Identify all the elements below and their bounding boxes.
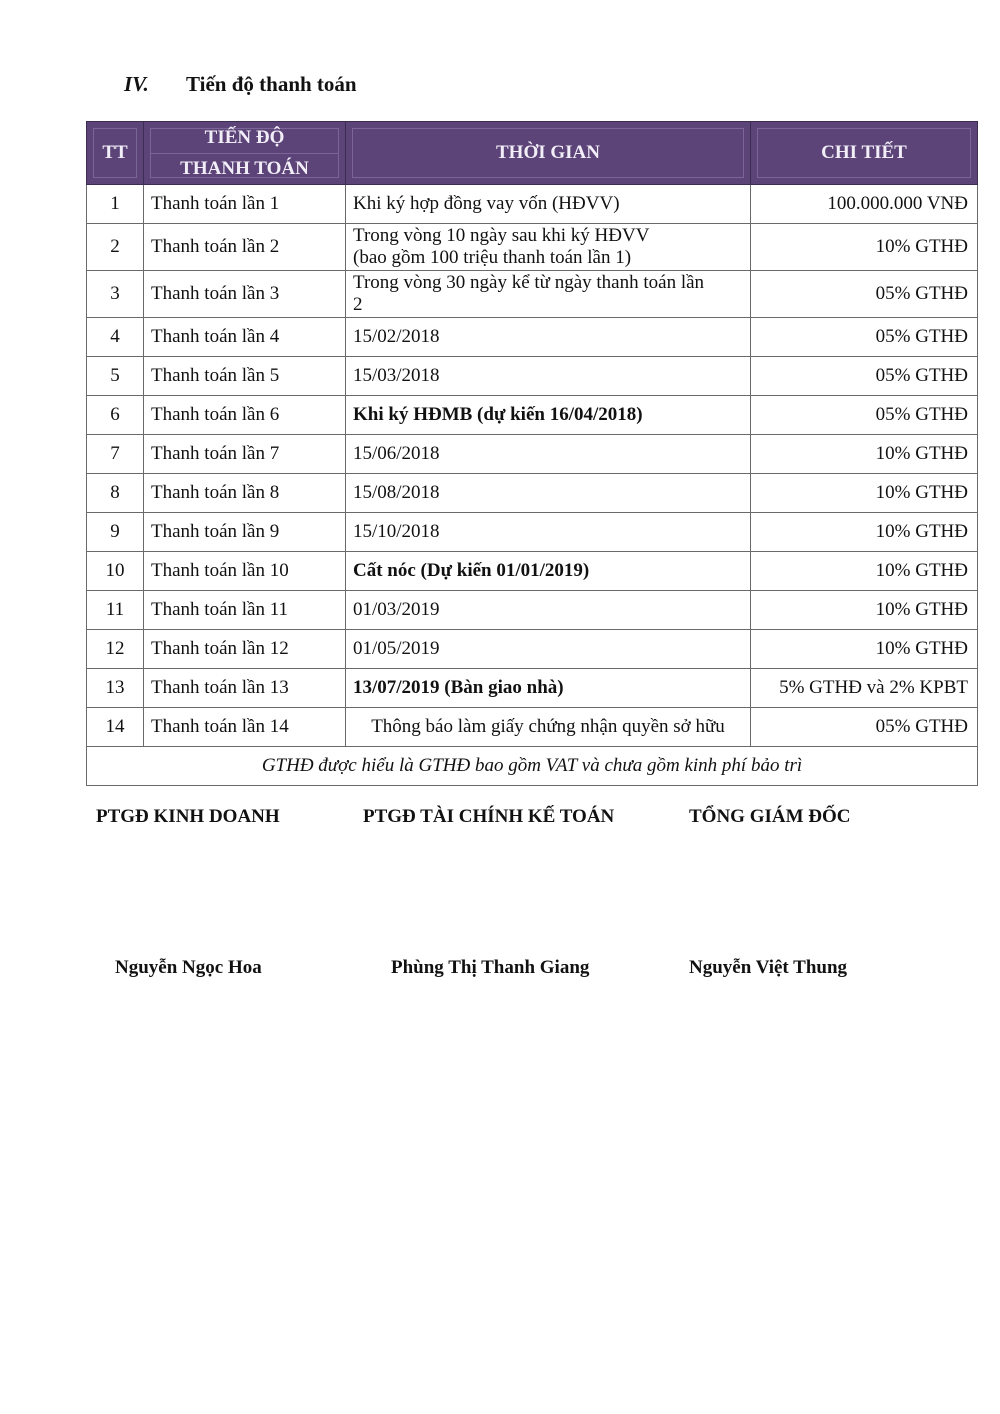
row-detail: 10% GTHĐ bbox=[751, 513, 978, 552]
row-progress: Thanh toán lần 6 bbox=[144, 396, 346, 435]
row-progress: Thanh toán lần 2 bbox=[144, 224, 346, 271]
row-time: Cất nóc (Dự kiến 01/01/2019) bbox=[346, 552, 751, 591]
table-row bbox=[87, 271, 978, 318]
row-progress: Thanh toán lần 9 bbox=[144, 513, 346, 552]
header-progress bbox=[144, 122, 346, 185]
row-time bbox=[346, 224, 751, 271]
table-row bbox=[87, 591, 978, 630]
row-time-line2: 2 bbox=[353, 294, 363, 315]
row-tt: 13 bbox=[87, 669, 144, 708]
header-time bbox=[346, 122, 751, 185]
header-progress-line1: TIẾN ĐỘ bbox=[204, 126, 285, 148]
row-time: 15/02/2018 bbox=[346, 318, 751, 357]
row-progress: Thanh toán lần 4 bbox=[144, 318, 346, 357]
section-number: IV. bbox=[124, 72, 149, 96]
row-tt: 1 bbox=[87, 185, 144, 224]
table-header-row bbox=[87, 122, 978, 185]
row-tt: 9 bbox=[87, 513, 144, 552]
row-detail: 10% GTHĐ bbox=[751, 474, 978, 513]
row-time: 01/03/2019 bbox=[346, 591, 751, 630]
section-heading bbox=[124, 72, 357, 97]
table-row bbox=[87, 513, 978, 552]
section-title: Tiến độ thanh toán bbox=[186, 72, 357, 96]
header-detail bbox=[751, 122, 978, 185]
row-progress: Thanh toán lần 5 bbox=[144, 357, 346, 396]
row-detail: 10% GTHĐ bbox=[751, 435, 978, 474]
row-progress: Thanh toán lần 8 bbox=[144, 474, 346, 513]
row-progress: Thanh toán lần 14 bbox=[144, 708, 346, 747]
row-progress: Thanh toán lần 7 bbox=[144, 435, 346, 474]
row-progress: Thanh toán lần 10 bbox=[144, 552, 346, 591]
row-tt: 10 bbox=[87, 552, 144, 591]
row-tt: 7 bbox=[87, 435, 144, 474]
row-progress: Thanh toán lần 11 bbox=[144, 591, 346, 630]
signature-name-3: Nguyễn Việt Thung bbox=[689, 957, 848, 978]
row-progress: Thanh toán lần 1 bbox=[144, 185, 346, 224]
note-text: GTHĐ được hiểu là GTHĐ bao gồm VAT và chưa gồm kinh phí bảo trì bbox=[87, 747, 978, 786]
row-tt: 4 bbox=[87, 318, 144, 357]
table-row bbox=[87, 474, 978, 513]
table-row bbox=[87, 552, 978, 591]
header-detail-label: CHI TIẾT bbox=[821, 142, 907, 163]
payment-schedule-table bbox=[86, 121, 978, 786]
header-tt-label: TT bbox=[102, 142, 128, 163]
row-tt: 5 bbox=[87, 357, 144, 396]
header-tt bbox=[87, 122, 144, 185]
signature-role-1: PTGĐ KINH DOANH bbox=[96, 806, 280, 827]
signature-name-1: Nguyễn Ngọc Hoa bbox=[115, 957, 262, 978]
table-row bbox=[87, 318, 978, 357]
signature-role-2: PTGĐ TÀI CHÍNH KẾ TOÁN bbox=[363, 806, 615, 827]
row-time: Khi ký hợp đồng vay vốn (HĐVV) bbox=[346, 185, 751, 224]
row-tt: 8 bbox=[87, 474, 144, 513]
row-detail: 10% GTHĐ bbox=[751, 224, 978, 271]
signature-role-3: TỔNG GIÁM ĐỐC bbox=[689, 806, 851, 827]
row-tt: 2 bbox=[87, 224, 144, 271]
table-row bbox=[87, 708, 978, 747]
row-tt: 11 bbox=[87, 591, 144, 630]
row-detail: 100.000.000 VNĐ bbox=[751, 185, 978, 224]
row-time: 01/05/2019 bbox=[346, 630, 751, 669]
row-time-line1: Trong vòng 30 ngày kể từ ngày thanh toán lần bbox=[353, 272, 705, 293]
row-time: 15/08/2018 bbox=[346, 474, 751, 513]
header-time-label: THỜI GIAN bbox=[496, 142, 600, 163]
row-time: 15/10/2018 bbox=[346, 513, 751, 552]
row-time: 15/03/2018 bbox=[346, 357, 751, 396]
row-detail: 05% GTHĐ bbox=[751, 396, 978, 435]
row-detail: 05% GTHĐ bbox=[751, 708, 978, 747]
row-detail: 10% GTHĐ bbox=[751, 630, 978, 669]
table-row bbox=[87, 357, 978, 396]
table-row bbox=[87, 224, 978, 271]
row-progress: Thanh toán lần 12 bbox=[144, 630, 346, 669]
note-row bbox=[87, 747, 978, 786]
row-time-line1: Trong vòng 10 ngày sau khi ký HĐVV bbox=[353, 225, 650, 246]
row-tt: 14 bbox=[87, 708, 144, 747]
table-row bbox=[87, 185, 978, 224]
table-row bbox=[87, 669, 978, 708]
row-progress: Thanh toán lần 13 bbox=[144, 669, 346, 708]
row-time: 13/07/2019 (Bàn giao nhà) bbox=[346, 669, 751, 708]
row-tt: 6 bbox=[87, 396, 144, 435]
header-progress-line2: THANH TOÁN bbox=[151, 153, 338, 184]
table-row bbox=[87, 435, 978, 474]
table-row bbox=[87, 630, 978, 669]
row-time: Khi ký HĐMB (dự kiến 16/04/2018) bbox=[346, 396, 751, 435]
row-time: 15/06/2018 bbox=[346, 435, 751, 474]
row-progress: Thanh toán lần 3 bbox=[144, 271, 346, 318]
row-tt: 12 bbox=[87, 630, 144, 669]
row-detail: 10% GTHĐ bbox=[751, 591, 978, 630]
row-time: Thông báo làm giấy chứng nhận quyền sở hữu bbox=[346, 708, 751, 747]
signature-name-2: Phùng Thị Thanh Giang bbox=[391, 957, 590, 978]
table-row bbox=[87, 396, 978, 435]
row-detail: 05% GTHĐ bbox=[751, 318, 978, 357]
row-tt: 3 bbox=[87, 271, 144, 318]
row-time bbox=[346, 271, 751, 318]
row-detail: 05% GTHĐ bbox=[751, 357, 978, 396]
row-detail: 10% GTHĐ bbox=[751, 552, 978, 591]
row-time-line2: (bao gồm 100 triệu thanh toán lần 1) bbox=[353, 247, 632, 268]
row-detail: 5% GTHĐ và 2% KPBT bbox=[751, 669, 978, 708]
row-detail: 05% GTHĐ bbox=[751, 271, 978, 318]
